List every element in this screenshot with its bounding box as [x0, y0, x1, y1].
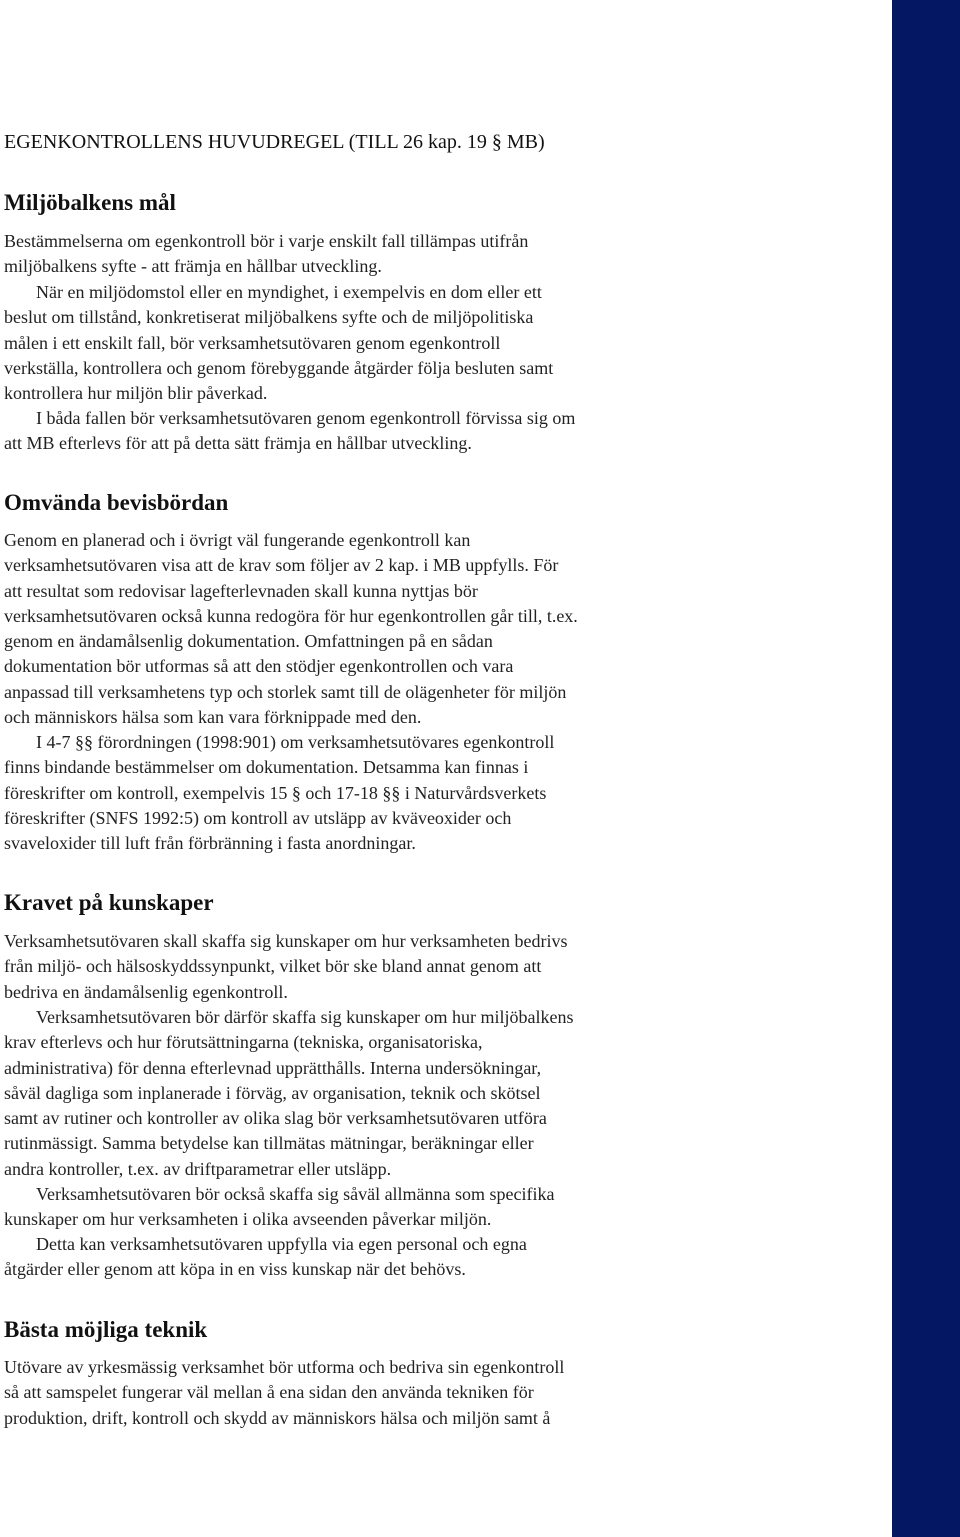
text-line: bedriva en ändamålsenlig egenkontroll.	[4, 981, 288, 1002]
paragraph	[4, 1232, 724, 1283]
text-line: administrativa) för denna efterlevnad upprätthålls. Interna undersökningar,	[4, 1057, 542, 1078]
text-line: dokumentation bör utformas så att den stödjer egenkontrollen och vara	[4, 656, 514, 677]
text-line: I 4-7 §§ förordningen (1998:901) om verksamhetsutövares egenkontroll	[36, 732, 555, 752]
document-title: EGENKONTROLLENS HUVUDREGEL (TILL 26 kap. 19 § MB)	[4, 131, 545, 153]
text-line: samt av rutiner och kontroller av olika slag bör verksamhetsutövaren utföra	[4, 1108, 547, 1129]
section-heading-miljobalkens-mal: Miljöbalkens mål	[4, 190, 176, 215]
text-line: såväl dagliga som inplanerade i förväg, av organisation, teknik och skötsel	[4, 1082, 541, 1103]
paragraph	[4, 1182, 724, 1233]
text-line: Bestämmelserna om egenkontroll bör i varje enskilt fall tillämpas utifrån	[4, 231, 529, 251]
text-line: och människors hälsa som kan vara förknippade med den.	[4, 707, 422, 728]
text-line: att MB efterlevs för att på detta sätt främja en hållbar utveckling.	[4, 433, 472, 454]
text-line: verksamhetsutövaren också kunna redogöra för hur egenkontrollen går till, t.ex.	[4, 605, 578, 626]
text-line: så att samspelet fungerar väl mellan å ena sidan den använda tekniken för	[4, 1382, 534, 1403]
text-line: kunskaper om hur verksamheten i olika avseenden påverkar miljön.	[4, 1209, 492, 1230]
text-line: kontrollera hur miljön blir påverkad.	[4, 383, 268, 404]
text-line: Genom en planerad och i övrigt väl fungerande egenkontroll kan	[4, 530, 471, 550]
paragraph	[4, 280, 724, 406]
paragraph	[4, 1005, 724, 1182]
side-color-bar	[892, 0, 960, 1537]
text-line: finns bindande bestämmelser om dokumentation. Detsamma kan finnas i	[4, 757, 529, 778]
text-line: verksamhetsutövaren visa att de krav som följer av 2 kap. i MB uppfylls. För	[4, 555, 559, 576]
text-line: verkställa, kontrollera och genom förebyggande åtgärder följa besluten samt	[4, 357, 554, 378]
text-line: målen i ett enskilt fall, bör verksamhetsutövaren genom egenkontroll	[4, 332, 501, 353]
paragraph	[4, 229, 724, 280]
text-line: I båda fallen bör verksamhetsutövaren genom egenkontroll förvissa sig om	[36, 408, 576, 428]
section-heading-omvanda-bevisbordan: Omvända bevisbördan	[4, 490, 229, 515]
text-line: rutinmässigt. Samma betydelse kan tillmätas mätningar, beräkningar eller	[4, 1133, 534, 1154]
text-line: Utövare av yrkesmässig verksamhet bör utforma och bedriva sin egenkontroll	[4, 1357, 565, 1377]
text-line: från miljö- och hälsoskyddssynpunkt, vilket bör ske bland annat genom att	[4, 956, 542, 977]
paragraph	[4, 730, 724, 856]
text-line: När en miljödomstol eller en myndighet, i exempelvis en dom eller ett	[36, 282, 542, 302]
paragraph	[4, 406, 724, 457]
text-line: åtgärder eller genom att köpa in en viss kunskap när det behövs.	[4, 1259, 466, 1280]
text-line: föreskrifter (SNFS 1992:5) om kontroll av utsläpp av kväveoxider och	[4, 807, 512, 828]
section-heading-basta-mojliga-teknik: Bästa möjliga teknik	[4, 1317, 208, 1342]
text-line: miljöbalkens syfte - att främja en hållbar utveckling.	[4, 256, 382, 277]
paragraph	[4, 1355, 724, 1431]
document-page	[4, 0, 884, 1537]
text-line: anpassad till verksamhetens typ och storlek samt till de olägenheter för miljön	[4, 681, 567, 702]
text-line: Verksamhetsutövaren bör därför skaffa sig kunskaper om hur miljöbalkens	[36, 1007, 574, 1027]
text-line: Detta kan verksamhetsutövaren uppfylla via egen personal och egna	[36, 1234, 527, 1254]
text-line: att resultat som redovisar lagefterlevnaden skall kunna nyttjas bör	[4, 580, 478, 601]
text-line: beslut om tillstånd, konkretiserat miljöbalkens syfte och de miljöpolitiska	[4, 307, 534, 328]
text-line: föreskrifter om kontroll, exempelvis 15 § och 17-18 §§ i Naturvårdsverkets	[4, 782, 547, 803]
text-line: produktion, drift, kontroll och skydd av människors hälsa och miljön samt å	[4, 1407, 551, 1428]
text-line: svaveloxider till luft från förbränning i fasta anordningar.	[4, 833, 416, 854]
text-line: krav efterlevs och hur förutsättningarna (tekniska, organisatoriska,	[4, 1032, 483, 1053]
text-line: Verksamhetsutövaren bör också skaffa sig såväl allmänna som specifika	[36, 1184, 555, 1204]
section-heading-kravet-pa-kunskaper: Kravet på kunskaper	[4, 890, 214, 915]
text-line: Verksamhetsutövaren skall skaffa sig kunskaper om hur verksamheten bedrivs	[4, 931, 568, 951]
text-line: genom en ändamålsenlig dokumentation. Omfattningen på en sådan	[4, 631, 493, 652]
paragraph	[4, 929, 724, 1005]
text-line: andra kontroller, t.ex. av driftparametrar eller utsläpp.	[4, 1158, 392, 1179]
paragraph	[4, 528, 724, 730]
